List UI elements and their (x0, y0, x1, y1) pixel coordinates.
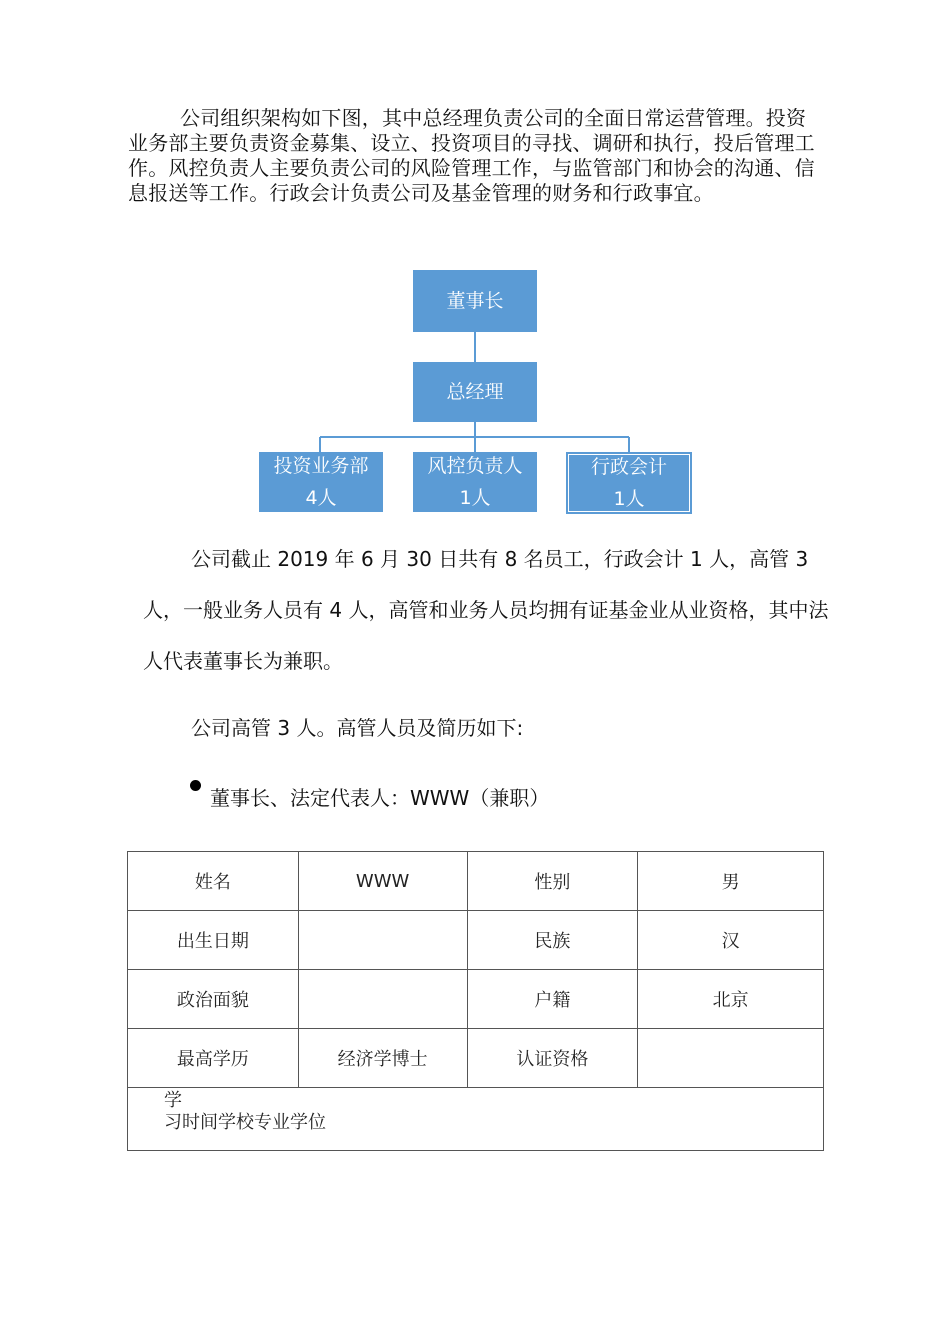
intro-paragraph: 公司组织架构如下图，其中总经理负责公司的全面日常运营管理。投资业务部主要负责资金募集、设立、投资项目的寻找、调研和执行，投后管理工作。风控负责人主要负责公司的风险管理工作，与监管部门和协会的沟通、信息报送等工作。行政会计负责公司及基金管理的财务和行政事宜。 (128, 106, 815, 205)
table-cell: 政治面貌 (128, 970, 299, 1029)
table-cell (638, 1029, 824, 1088)
table-row (128, 911, 824, 970)
org-box-investment-dept (259, 452, 383, 512)
table-cell: 最高学历 (128, 1029, 299, 1088)
table-cell (298, 911, 467, 970)
table-cell: 民族 (467, 911, 638, 970)
education-header-cell (128, 1088, 824, 1151)
table-cell: 经济学博士 (298, 1029, 467, 1088)
org-dept-name: 行政会计 (590, 456, 667, 478)
table-cell: WWW (298, 852, 467, 911)
table-row-education (128, 1088, 824, 1151)
table-row (128, 970, 824, 1029)
executives-intro: 公司高管 3 人。高管人员及简历如下: (191, 716, 524, 740)
staff-paragraph: 公司截止 2019 年 6 月 30 日共有 8 名员工，行政会计 1 人，高管 3 人，一般业务人员有 4 人，高管和业务人员均拥有证基金业从业资格，其中法人代表董事长为兼职。 (143, 547, 829, 673)
bullet-item (192, 783, 549, 813)
org-dept-name: 风控负责人 (427, 455, 523, 477)
resume-table (127, 851, 824, 1151)
table-cell: 男 (638, 852, 824, 911)
bullet-text: 董事长、法定代表人：WWW（兼职） (210, 786, 550, 810)
org-dept-count: 1人 (459, 487, 491, 509)
org-chairman-label: 董事长 (446, 290, 504, 312)
org-dept-count: 4人 (305, 487, 337, 509)
table-cell: 性别 (467, 852, 638, 911)
table-cell: 认证资格 (467, 1029, 638, 1088)
org-dept-name: 投资业务部 (273, 455, 369, 477)
table-cell: 姓名 (128, 852, 299, 911)
org-dept-count: 1人 (613, 488, 645, 510)
table-cell: 汉 (638, 911, 824, 970)
education-header-line2: 习时间学校专业学位 (164, 1112, 326, 1133)
table-cell (298, 970, 467, 1029)
bullet-dot-icon (190, 780, 201, 791)
org-gm-label: 总经理 (446, 381, 504, 403)
table-cell: 户籍 (467, 970, 638, 1029)
table-row (128, 1029, 824, 1088)
table-row (128, 852, 824, 911)
org-box-risk-officer (413, 452, 537, 512)
table-cell: 出生日期 (128, 911, 299, 970)
org-box-admin-accounting (566, 452, 692, 514)
org-box-chairman (413, 270, 537, 332)
table-cell: 北京 (638, 970, 824, 1029)
org-chart-connectors (0, 0, 950, 520)
education-header-line1: 学 (164, 1090, 182, 1111)
org-box-general-manager (413, 362, 537, 422)
